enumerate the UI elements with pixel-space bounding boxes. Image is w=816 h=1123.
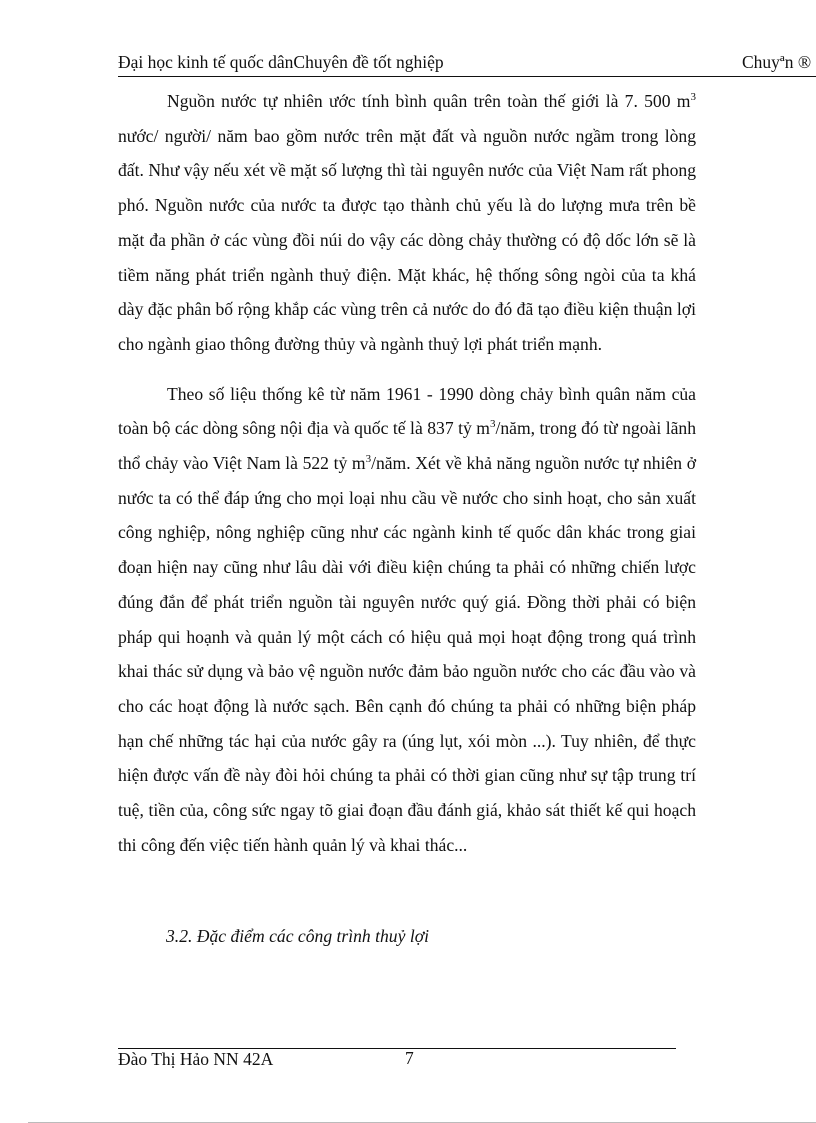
- superscript: 3: [365, 453, 372, 466]
- header-divider: [118, 76, 816, 77]
- paragraph-2-text-b: /năm, trong đó từ ngoài lãnh thổ chảy vào Việt Nam là 522 tỷ m: [118, 418, 696, 474]
- superscript: 3: [489, 418, 496, 431]
- paragraph-1: [118, 84, 696, 362]
- paragraph-2-text-a: Theo số liệu thống kê từ năm 1961 - 1990 dòng chảy bình quân năm của toàn bộ các dòng sông nội địa và quốc tế là 837 tỷ m: [118, 383, 696, 439]
- paragraph-2: [118, 377, 696, 863]
- header-title: Đại học kinh tế quốc dânChuyên đề tốt nghiệp: [118, 52, 444, 72]
- footer-author: Đào Thị Hảo NN 42A: [118, 1049, 274, 1069]
- header-right-text: Chuyªn ®: [742, 52, 812, 72]
- superscript: 3: [690, 91, 696, 104]
- paragraph-2-text-c: /năm. Xét về khả năng nguồn nước tự nhiên ở nước ta có thể đáp ứng cho mọi loại nhu cầu về nước cho sinh hoạt, cho sản xuất công nghiệp, nông nghiệp cũng như các ngành kinh tế quốc dân khác trong giai đoạn hiện nay cũng như lâu dài với điều kiện chúng ta phải có những chiến lược đúng đắn để phát triển nguồn tài nguyên nước quý giá. Đồng thời phải có biện pháp qui hoạnh và quản lý một cách có hiệu quả mọi hoạt động trong quá trình khai thác sử dụng và bảo vệ nguồn nước đảm bảo nguồn nước cho các đầu vào và cho các hoạt động là nước sạch. Bên cạnh đó chúng ta phải có những biện pháp hạn chế những tác hại của nước gây ra (úng lụt, xói mòn ...). Tuy nhiên, để thực hiện được vấn đề này đòi hỏi chúng ta phải có thời gian cũng như sự tập trung trí tuệ, tiền của, công sức ngay tõ giai đoạn đầu đánh giá, khảo sát thiết kế qui hoạch thi công đến việc tiến hành quản lý và khai thác...: [118, 453, 696, 855]
- section-heading: 3.2. Đặc điểm các công trình thuỷ lợi: [166, 926, 429, 946]
- page-number: 7: [405, 1048, 414, 1068]
- document-body: [118, 84, 696, 862]
- paragraph-1-text-a: Nguồn nước tự nhiên ước tính bình quân trên toàn thế giới là 7. 500 m: [167, 91, 691, 111]
- paragraph-1-text-b: nước/ người/ năm bao gồm nước trên mặt đất và nguồn nước ngầm trong lòng đất. Như vậy nếu xét về mặt số lượng thì tài nguyên nước của Việt Nam rất phong phó. Nguồn nước của nước ta được tạo thành chủ yếu là do lượng mưa trên bề mặt đa phần ở các vùng đồi núi do vậy các dòng chảy thường có độ dốc lớn sẽ là tiềm năng phát triển ngành thuỷ điện. Mặt khác, hệ thống sông ngòi của ta khá dày đặc phân bố rộng khắp các vùng trên cả nước do đó đã tạo điều kiện thuận lợi cho ngành giao thông đường thủy và ngành thuỷ lợi phát triển mạnh.: [118, 125, 696, 354]
